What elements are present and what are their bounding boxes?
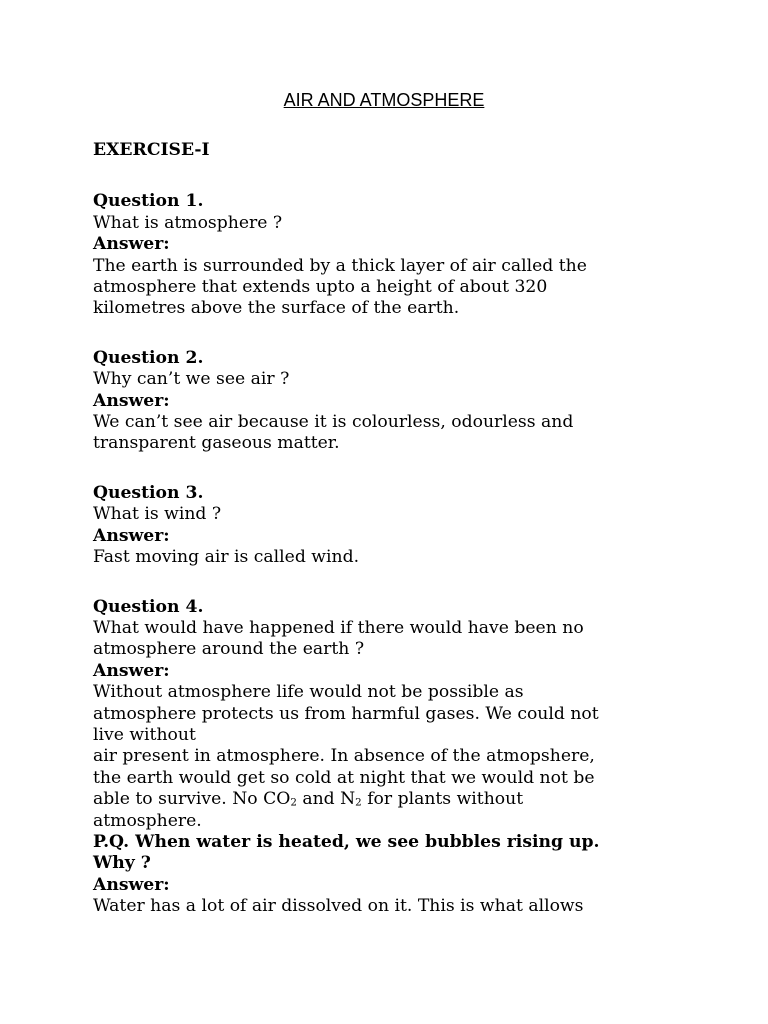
question-text: What is wind ? bbox=[93, 504, 222, 525]
document-body bbox=[93, 140, 693, 918]
answer-text: atmosphere. bbox=[93, 810, 202, 831]
exercise-heading: EXERCISE-I bbox=[93, 140, 210, 160]
question-block-2 bbox=[93, 348, 693, 455]
answer-text: Without atmosphere life would not be possible as bbox=[93, 682, 524, 703]
answer-label: Answer: bbox=[93, 874, 170, 895]
answer-text: atmosphere protects us from harmful gases. We could not bbox=[93, 703, 599, 724]
question-label: Question 4. bbox=[93, 596, 204, 617]
answer-label: Answer: bbox=[93, 525, 170, 546]
question-block-1 bbox=[93, 191, 693, 319]
question-text: atmosphere around the earth ? bbox=[93, 639, 365, 660]
answer-label: Answer: bbox=[93, 390, 170, 411]
answer-text-segment: for plants without bbox=[361, 789, 524, 810]
pq-question: P.Q. When water is heated, we see bubbles rising up. bbox=[93, 831, 600, 852]
question-block-4 bbox=[93, 597, 693, 918]
question-label: Question 3. bbox=[93, 482, 204, 503]
question-label: Question 2. bbox=[93, 347, 204, 368]
answer-text: air present in atmosphere. In absence of the atmopshere, bbox=[93, 746, 595, 767]
subscript: 2 bbox=[290, 796, 297, 809]
answer-text: live without bbox=[93, 724, 196, 745]
answer-text-segment: and N bbox=[296, 789, 356, 810]
answer-label: Answer: bbox=[93, 660, 170, 681]
answer-text: transparent gaseous matter. bbox=[93, 433, 340, 454]
question-label: Question 1. bbox=[93, 191, 204, 212]
question-block-3 bbox=[93, 483, 693, 569]
pq-question: Why ? bbox=[93, 853, 151, 874]
answer-label: Answer: bbox=[93, 234, 170, 255]
answer-text: the earth would get so cold at night that we would not be bbox=[93, 767, 595, 788]
answer-text: kilometres above the surface of the earth. bbox=[93, 298, 460, 319]
question-text: What is atmosphere ? bbox=[93, 212, 283, 233]
subscript: 2 bbox=[355, 796, 362, 809]
answer-text: Water has a lot of air dissolved on it. This is what allows bbox=[93, 896, 584, 917]
answer-text: The earth is surrounded by a thick layer of air called the bbox=[93, 255, 587, 276]
answer-text: Fast moving air is called wind. bbox=[93, 547, 360, 568]
question-text: What would have happened if there would have been no bbox=[93, 617, 584, 638]
answer-text: We can’t see air because it is colourless, odourless and bbox=[93, 412, 574, 433]
page-title: AIR AND ATMOSPHERE bbox=[283, 90, 485, 110]
answer-text: atmosphere that extends upto a height of about 320 bbox=[93, 277, 548, 298]
answer-text-segment: able to survive. No CO bbox=[93, 789, 291, 810]
answer-text-formula bbox=[93, 789, 693, 810]
question-text: Why can’t we see air ? bbox=[93, 369, 290, 390]
